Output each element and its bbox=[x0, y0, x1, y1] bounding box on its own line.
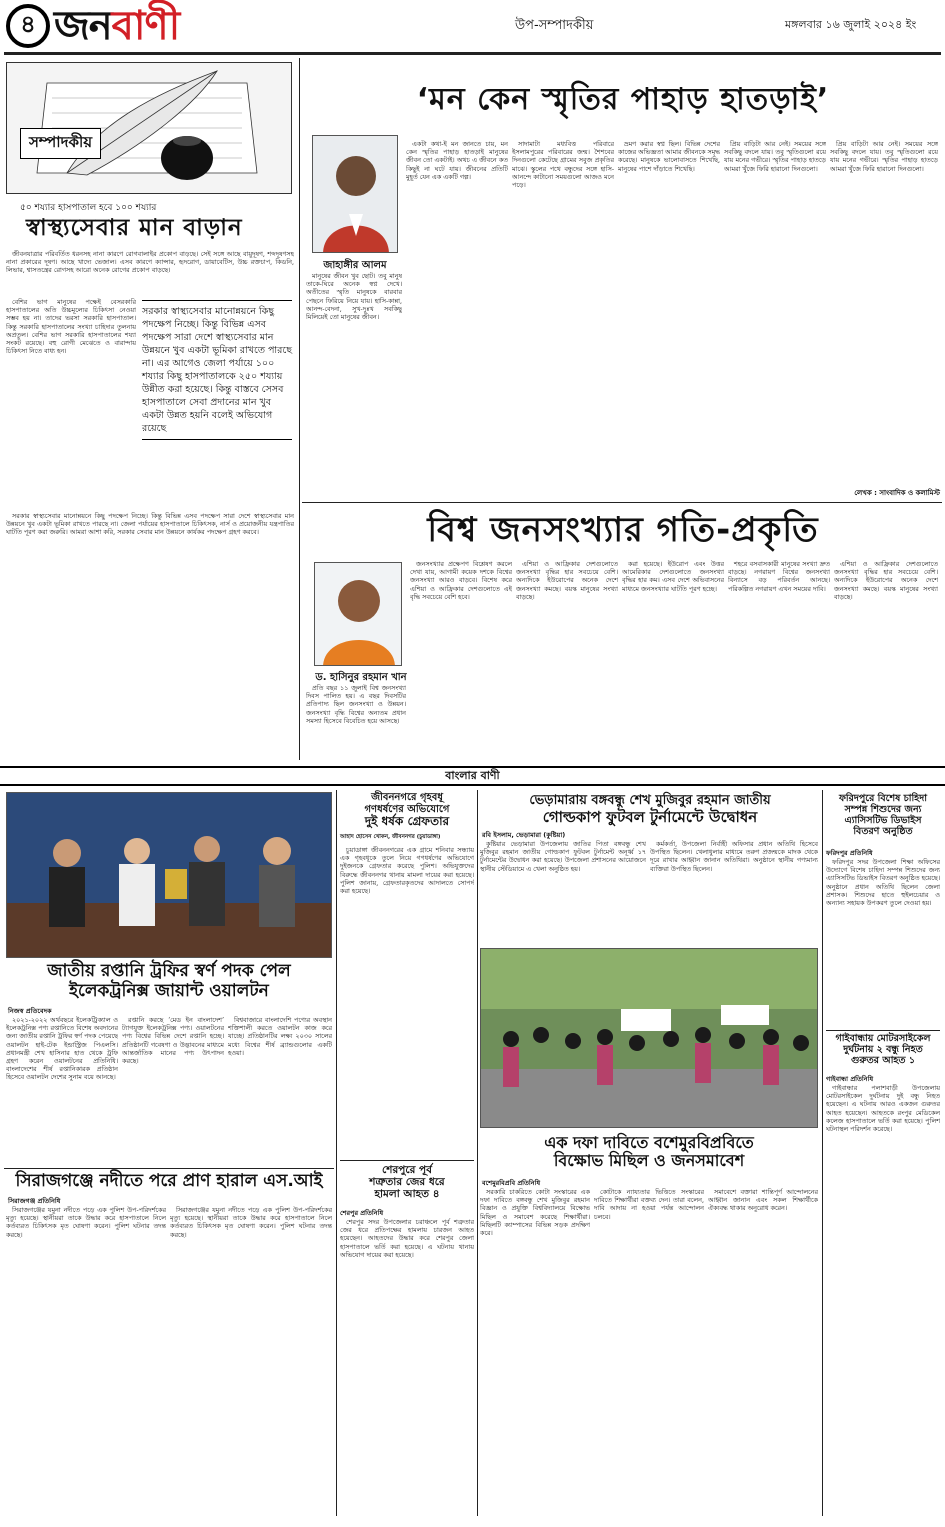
news-headline-sherpur bbox=[340, 1164, 474, 1200]
headline-line: বিক্ষোভ মিছিল ও জনসমাবেশ bbox=[553, 1151, 745, 1171]
person-silhouette-icon bbox=[313, 136, 398, 253]
logo-part-left: জন bbox=[54, 3, 112, 49]
headline-line: সম্পন্ন শিশুদের জন্য bbox=[844, 803, 922, 815]
news-reporter: নিজস্ব প্রতিবেদক bbox=[8, 1007, 52, 1015]
paragraph: ভ্রমণ করার স্বপ্ন ছিল। বিভিন্ন দেশের কাজের অভিজ্ঞতা আমার জীবনকে সমৃদ্ধ করেছে। মানুষকে ভালোবাসতে শিখেছি, মানুষের পাশে দাঁড়াতে শিখেছি। bbox=[618, 140, 720, 173]
headline-line: ভেড়ামারায় বঙ্গবন্ধু শেখ মুজিবুর রহমান জাতীয় bbox=[529, 793, 771, 808]
news-body-col-1 bbox=[6, 1016, 118, 1166]
news-body bbox=[826, 858, 940, 1028]
news-body-col-3 bbox=[228, 1016, 332, 1166]
paragraph: করা হয়েছে। ইউরোপ এবং উত্তর আমেরিকার দেশগুলোতে জনসংখ্যা বৃদ্ধির হার কম। এসব দেশে অভিবাসনের মাধ্যমে জনসংখ্যার ঘাটতি পূরণ হচ্ছে। bbox=[622, 560, 724, 593]
article-col-2 bbox=[410, 560, 512, 760]
paragraph: সিরাজগঞ্জের যমুনা নদীতে পড়ে এক পুলিশ উপ-পরিদর্শকের মৃত্যু হয়েছে। স্থানীয়রা তাকে উদ্ধার করে হাসপাতালে নিলে কর্তব্যরত চিকিৎসক মৃত ঘোষণা করেন। পুলিশ ঘটনার তদন্ত করছে। bbox=[170, 1206, 332, 1239]
article-col-3 bbox=[512, 140, 614, 500]
news-body-col-2 bbox=[170, 1206, 332, 1286]
paragraph: সাদামাটা মধ্যবিত্ত পরিবারে ইসলামপুরের পরিবারের জন্ম। শৈশবের দিনগুলো কেটেছে গ্রামের সবুজ প্রকৃতির মাঝে। স্কুলের পথে বন্ধুদের সঙ্গে হাসি-আনন্দে কাটানো সময়গুলো আজও মনে পড়ে। bbox=[512, 140, 614, 190]
masthead-rule bbox=[4, 52, 941, 55]
news-headline-gaibandha bbox=[826, 1034, 940, 1067]
paragraph: ২০২১-২০২২ অর্থবছরে ইলেকট্রিক্যাল ও ইলেকট্রনিক্স পণ্য রপ্তানিতে বিশেষ অবদানের জন্য জাতীয় রপ্তানি ট্রফির স্বর্ণ পদক পেয়েছে ওয়ালটন হাই-টেক ইন্ডাস্ট্রিজ পিএলসি। প্রধানমন্ত্রী শেখ হাসিনার হাত থেকে ট্রফি গ্রহণ করেন ওয়ালটনের প্রতিনিধি। বাংলাদেশের শীর্ষ রপ্তানিকারক প্রতিষ্ঠান হিসেবে ওয়ালটন দেশের সুনাম বয়ে আনছে। bbox=[6, 1016, 118, 1082]
author-photo bbox=[314, 562, 402, 666]
editorial-body-top bbox=[6, 250, 294, 294]
news-headline-protest bbox=[480, 1134, 818, 1171]
page-number: ৪ bbox=[6, 4, 50, 48]
paragraph: গাইবান্ধার পলাশবাড়ী উপজেলায় মোটরসাইকেল দুর্ঘটনায় দুই বন্ধু নিহত হয়েছেন। এ ঘটনায় আরও একজন গুরুতর আহত হয়েছেন। আহতকে রংপুর মেডিকেল কলেজ হাসপাতালে ভর্তি করা হয়েছে। পুলিশ ঘটনাস্থল পরিদর্শন করেছে। bbox=[826, 1084, 940, 1134]
news-body-col-2 bbox=[122, 1016, 224, 1166]
news-body bbox=[826, 1084, 940, 1298]
column-divider bbox=[299, 58, 300, 760]
author-credit: লেখক : সাংবাদিক ও কলামিস্ট bbox=[854, 489, 940, 497]
headline-line: ফরিদপুরে বিশেষ চাহিদা bbox=[838, 793, 927, 804]
news-reporter: গাইবান্ধা প্রতিনিধি bbox=[826, 1075, 874, 1083]
paragraph: এশিয়া ও আফ্রিকার দেশগুলোতে জনসংখ্যা বৃদ্ধির হার সবচেয়ে বেশি। অন্যদিকে ইউরোপের অনেক দেশে জনসংখ্যা কমছে। বয়স্ক মানুষের সংখ্যা বাড়ছে। bbox=[834, 560, 938, 601]
article-col-3 bbox=[516, 560, 618, 760]
news-body bbox=[340, 846, 474, 1158]
news-reporter: বশেমুরবিপ্রবি প্রতিনিধি bbox=[482, 1179, 541, 1187]
paragraph: কুষ্টিয়ার ভেড়ামারা উপজেলায় জাতির পিতা বঙ্গবন্ধু শেখ মুজিবুর রহমান জাতীয় গোল্ডকাপ ফুটবল টুর্নামেন্ট অনূর্ধ্ব ১৭ টুর্নামেন্টের উদ্বোধন করা হয়েছে। উপজেলা প্রশাসনের আয়োজনে স্থানীয় স্টেডিয়ামে এ খেলা অনুষ্ঠিত হয়। bbox=[480, 840, 646, 873]
editorial-headline: স্বাস্থ্যসেবার মান বাড়ান bbox=[26, 215, 243, 241]
news-body-col-2 bbox=[650, 840, 818, 945]
headline-line: গাইবান্ধায় মোটরসাইকেল bbox=[835, 1033, 931, 1044]
paragraph: শহরে বসবাসকারী মানুষের সংখ্যা দ্রুত বাড়ছে। নগরায়ণ বিশ্বের জনসংখ্যা বিন্যাসে বড় পরিবর্তন আনছে। পরিকল্পিত নগরায়ণ এখন সময়ের দাবি। bbox=[728, 560, 830, 593]
editorial-kicker: ৫০ শয্যার হাসপাতাল হবে ১০০ শয্যার bbox=[20, 203, 157, 213]
headline-line: গুরুতর আহত ১ bbox=[850, 1054, 916, 1066]
paragraph: সরকারি চাকরিতে কোটা সংস্কারের এক দফা দাবিতে বঙ্গবন্ধু শেখ মুজিবুর রহমান বিজ্ঞান ও প্রযুক্তি বিশ্ববিদ্যালয়ে বিক্ষোভ মিছিল ও সমাবেশ করেছে শিক্ষার্থীরা। মিছিলটি ক্যাম্পাসের বিভিন্ন সড়ক প্রদক্ষিণ করে। bbox=[480, 1188, 590, 1238]
headline-line: দুর্ঘটনায় ২ বন্ধু নিহত bbox=[843, 1043, 923, 1055]
paragraph: জনসংখ্যার প্রক্ষেপণ বিশ্লেষণ করলে দেখা যায়, আগামী কয়েক দশকে বিশ্বের জনসংখ্যা আরও বাড়বে। বিশেষ করে এশিয়া ও আফ্রিকার দেশগুলোতে এই বৃদ্ধি সবচেয়ে বেশি হবে। bbox=[410, 560, 512, 601]
column-divider bbox=[477, 790, 478, 1516]
article-col-5 bbox=[728, 560, 830, 760]
paragraph: প্রিয় বাড়িটা আর নেই। সময়ের সঙ্গে সবকিছু বদলে যায়। তবু স্মৃতিগুলো রয়ে যায় মনের গভীরে। স্মৃতির পাহাড় হাতড়ে আমরা খুঁজে ফিরি হারানো দিনগুলো। bbox=[830, 140, 938, 173]
ceremony-scene-icon bbox=[7, 793, 332, 958]
headline-line: গোল্ডকাপ ফুটবল টুর্নামেন্টে উদ্বোধন bbox=[542, 807, 758, 826]
news-reporter: সিরাজগঞ্জ প্রতিনিধি bbox=[8, 1197, 61, 1205]
headline-line: এ্যাসিসটিভ ডিভাইস bbox=[844, 814, 922, 826]
article-col-6 bbox=[834, 560, 938, 760]
article-col-6 bbox=[830, 140, 938, 485]
headline-line: গণধর্ষণের অভিযোগে bbox=[364, 803, 450, 815]
author-photo bbox=[312, 135, 398, 253]
news-reporter: ফরিদপুর প্রতিনিধি bbox=[826, 849, 873, 857]
editorial-pull-quote: সরকার স্বাস্থ্যসেবার মানোন্নয়নে কিছু পদক্ষেপ নিচ্ছে। কিন্তু বিভিন্ন এসব পদক্ষেপ সারা দেশে স্বাস্থ্যসেবার মান উন্নয়নে খুব একটা ভূমিকা রাখতে পারছে না। এর আগেও জেলা পর্যায়ে ১০০ শয্যার কিছু হাসপাতালকে ২৫০ শয্যায় উন্নীত করা হয়েছে। কিন্তু বাস্তবে সেসব হাসপাতালে সেবা প্রদানের মান খুব একটা উন্নত হয়নি বলেই অভিযোগ রয়েছে bbox=[142, 300, 292, 440]
article-col-1 bbox=[306, 272, 402, 497]
news-headline-sirajganj: সিরাজগঞ্জে নদীতে পরে প্রাণ হারাল এস.আই bbox=[15, 1171, 323, 1191]
crowd-scene-icon bbox=[481, 949, 818, 1128]
news-headline-football bbox=[480, 794, 820, 826]
article-col-5 bbox=[724, 140, 826, 485]
news-divider bbox=[340, 1160, 474, 1161]
news-body-col-3 bbox=[708, 1188, 818, 1298]
news-body-col-1 bbox=[6, 1206, 166, 1286]
headline-line: জীবননগরে গৃহবধূ bbox=[371, 792, 443, 803]
section-band-title: বাংলার বাণী bbox=[445, 769, 500, 782]
person-silhouette-icon bbox=[315, 563, 402, 666]
paragraph: একটা কথা-ই মন জানতে চায়, মন কেন স্মৃতির পাহাড় হাতড়াই মানুষের জীবন তো একটাই। অথচ এ জীবনে কত কিছুই না ঘটে যায়। জীবনের প্রতিটি মুহূর্ত যেন এক একটি গল্প। bbox=[406, 140, 508, 181]
author-name: জাহাঙ্গীর আলম bbox=[306, 258, 404, 275]
paragraph: এশিয়া ও আফ্রিকার দেশগুলোতে জনসংখ্যা বৃদ্ধির হার সবচেয়ে বেশি। অন্যদিকে ইউরোপের অনেক দেশে জনসংখ্যা কমছে। বয়স্ক মানুষের সংখ্যা বাড়ছে। bbox=[516, 560, 618, 601]
paragraph: সরকার স্বাস্থ্যসেবার মানোন্নয়নে কিছু পদক্ষেপ নিচ্ছে। কিন্তু বিভিন্ন এসব পদক্ষেপ সারা দেশে স্বাস্থ্যসেবার মান উন্নয়নে খুব একটা ভূমিকা রাখতে পারছে না। জেলা পর্যায়ের হাসপাতালে চিকিৎসক, নার্স ও প্রয়োজনীয় যন্ত্রপাতির ঘাটতি পূরণ করা জরুরি। আমরা আশা করি, সরকার সেবার মান উন্নয়নে কার্যকর পদক্ষেপ গ্রহণ করবে। bbox=[6, 512, 294, 537]
headline-line: এক দফা দাবিতে বশেমুরবিপ্রবিতে bbox=[544, 1133, 754, 1152]
news-body-col-1 bbox=[480, 840, 646, 945]
paragraph: মানুষের জীবন খুব ছোট। তবু মানুষ তাকে-ঘিরে অনেক স্বপ্ন দেখে। অতীতের স্মৃতি মানুষকে বারবার পেছনে ফিরিয়ে নিয়ে যায়। হাসি-কান্না, আনন্দ-বেদনা, সুখ-দুঃখ সবকিছু মিলিয়েই তো মানুষের জীবন। bbox=[306, 272, 402, 322]
news-headline-export-trophy: জাতীয় রপ্তানি ট্রফির স্বর্ণ পদক পেল ইলেকট্রনিক্স জায়ান্ট ওয়ালটন bbox=[47, 961, 291, 1001]
section-name: উপ-সম্পাদকীয় bbox=[515, 18, 594, 33]
paragraph: প্রতি বছর ১১ জুলাই বিশ্ব জনসংখ্যা দিবস পালিত হয়। এ বছর দিবসটির প্রতিপাদ্য ছিল জনসংখ্যা ও উন্নয়ন। জনসংখ্যা বৃদ্ধি বিশ্বের অন্যতম প্রধান সমস্যা হিসেবে বিবেচিত হয়ে আসছে। bbox=[306, 684, 406, 725]
paragraph: রপ্তানি করছে ‘মেড ইন বাংলাদেশ’ ট্যাগযুক্ত ইলেকট্রনিক্স পণ্য। ওয়ালটনের পণ্য বিশ্বের বিভিন্ন দেশে রপ্তানি হচ্ছে। প্রতিষ্ঠানটি গবেষণা ও উদ্ভাবনের মাধ্যমে আন্তর্জাতিক মানের পণ্য উৎপাদন করছে। bbox=[122, 1016, 224, 1066]
article-headline: বিশ্ব জনসংখ্যার গতি-প্রকৃতি bbox=[427, 510, 819, 550]
headline-line: দুই ধর্ষক গ্রেফতার bbox=[364, 814, 450, 828]
headline-line: বিতরণ অনুষ্ঠিত bbox=[853, 825, 913, 837]
article-col-4 bbox=[618, 140, 720, 500]
paragraph: বেশির ভাগ মানুষের পক্ষেই বেসরকারি হাসপাতালের অতি উচ্চমূল্যের চিকিৎসা নেওয়া সম্ভব হয় না। তাদের ভরসা সরকারি হাসপাতাল। কিন্তু সরকারি হাসপাতালের সংখ্যা চাহিদার তুলনায় অপ্রতুল। বেশির ভাগ সরকারি হাসপাতালের শয্যা সংকট রয়েছে। বহু রোগী মেঝেতে ও বারান্দায় চিকিৎসা নিতে বাধ্য হন। bbox=[6, 298, 136, 356]
news-divider bbox=[4, 1168, 334, 1169]
newspaper-logo bbox=[54, 2, 179, 50]
section-divider bbox=[302, 502, 942, 503]
news-reporter: শেরপুর প্রতিনিধি bbox=[340, 1209, 384, 1217]
news-body-col-2 bbox=[594, 1188, 704, 1298]
headline-line: শেরপুরে পূর্ব bbox=[382, 1164, 432, 1176]
logo-part-right: বাণী bbox=[111, 3, 180, 49]
news-divider bbox=[826, 1030, 940, 1031]
editorial-body-bottom bbox=[6, 512, 294, 757]
paragraph: ফরিদপুর সদর উপজেলা শিক্ষা অফিসের উদ্যোগে বিশেষ চাহিদা সম্পন্ন শিশুদের জন্য এ্যাসিসটিভ ডিভাইস বিতরণ অনুষ্ঠিত হয়েছে। অনুষ্ঠানে প্রধান অতিথি ছিলেন জেলা প্রশাসক। শিশুদের হাতে হুইলচেয়ার ও অন্যান্য সহায়ক উপকরণ তুলে দেওয়া হয়। bbox=[826, 858, 940, 908]
article-col-4 bbox=[622, 560, 724, 760]
news-reporter: রবি ইসলাম, ভেড়ামারা (কুষ্টিয়া) bbox=[482, 831, 566, 839]
article-col-1 bbox=[306, 684, 406, 760]
protest-photo bbox=[480, 948, 818, 1128]
headline-line: হামলা আহত ৪ bbox=[374, 1188, 440, 1201]
paragraph: প্রিয় বাড়িটা আর নেই। সময়ের সঙ্গে সবকিছু বদলে যায়। তবু স্মৃতিগুলো রয়ে যায় মনের গভীরে। স্মৃতির পাহাড় হাতড়ে আমরা খুঁজে ফিরি হারানো দিনগুলো। bbox=[724, 140, 826, 173]
paragraph: জীবনযাত্রার পরিবর্তিত ধরনসহ নানা কারণে রোগবালাইর প্রকোপ বাড়ছে। সেই সঙ্গে আছে বায়ুদূষণ, শব্দদূষণসহ নানা প্রকারের দূষণ। আছে খাদ্যে ভেজাল। এসব কারণে ক্যান্সার, হৃদরোগ, ডায়াবেটিস, উচ্চ রক্তচাপ, কিডনি, লিভার, শ্বাসতন্ত্রের রোগসহ আরো অনেক রোগের প্রকোপ বাড়ছে। bbox=[6, 250, 294, 275]
paragraph: কোটাকে ন্যায্যতার ভিত্তিতে সংস্কারের দাবিতে শিক্ষার্থীরা বক্তব্য দেন। তারা বলেন, দাবি আদায় না হওয়া পর্যন্ত আন্দোলন চলবে। bbox=[594, 1188, 704, 1221]
news-reporter: আহাদ হোসেন খোকন, জীবননগর (চুয়াডাঙ্গা) bbox=[340, 834, 441, 840]
award-ceremony-photo bbox=[6, 792, 332, 958]
paragraph: চুয়াডাঙ্গা জীবননগরের এক গ্রামে শনিবার সন্ধ্যায় এক গৃহবধূকে তুলে নিয়ে গণধর্ষণের অভিযোগে দুইজনকে গ্রেফতার করেছে পুলিশ। অভিযুক্তদের বিরুদ্ধে জীবননগর থানায় মামলা দায়ের করা হয়েছে। পুলিশ জানায়, গ্রেফতারকৃতদের আদালতে সোপর্দ করা হয়েছে। bbox=[340, 846, 474, 896]
column-divider bbox=[822, 790, 823, 1516]
issue-date: মঙ্গলবার ১৬ জুলাই ২০২৪ ইং bbox=[785, 18, 917, 31]
editorial-label: সম্পাদকীয় bbox=[20, 128, 101, 159]
paragraph: কর্মকর্তা, উপজেলা নির্বাহী অফিসার প্রধান অতিথি হিসেবে উপস্থিত ছিলেন। খেলাধুলার মাধ্যমে তরুণ প্রজন্মকে মাদক থেকে দূরে রাখার আহ্বান জানান অতিথিরা। অনুষ্ঠানে স্থানীয় গণ্যমান্য ব্যক্তিরা উপস্থিত ছিলেন। bbox=[650, 840, 818, 873]
paragraph: শেরপুর সদর উপজেলার চরাঞ্চলে পূর্ব শত্রুতার জের ধরে প্রতিপক্ষের হামলায় চারজন আহত হয়েছেন। আহতদের উদ্ধার করে শেরপুর জেলা হাসপাতালে ভর্তি করা হয়েছে। এ ঘটনায় থানায় অভিযোগ দায়ের করা হয়েছে। bbox=[340, 1218, 474, 1259]
paragraph: বিশ্ববাজারে বাংলাদেশি পণ্যের অবস্থান শক্তিশালী করতে ওয়ালটন কাজ করে যাচ্ছে। প্রতিষ্ঠানটির লক্ষ্য ২০৩০ সালের মধ্যে বিশ্বের শীর্ষ ব্র্যান্ডগুলোর একটি হওয়া। bbox=[228, 1016, 332, 1057]
paragraph: সিরাজগঞ্জের যমুনা নদীতে পড়ে এক পুলিশ উপ-পরিদর্শকের মৃত্যু হয়েছে। স্থানীয়রা তাকে উদ্ধার করে হাসপাতালে নিলে কর্তব্যরত চিকিৎসক মৃত ঘোষণা করেন। পুলিশ ঘটনার তদন্ত করছে। bbox=[6, 1206, 166, 1239]
paragraph: সমাবেশে বক্তারা শান্তিপূর্ণ আন্দোলনের আহ্বান জানান এবং সকল শিক্ষার্থীকে ঐক্যবদ্ধ থাকার অনুরোধ করেন। bbox=[708, 1188, 818, 1213]
headline-line: শত্রুতার জের ধরে bbox=[369, 1176, 445, 1189]
editorial-body-left bbox=[6, 298, 136, 508]
news-body-col-1 bbox=[480, 1188, 590, 1298]
article-col-2 bbox=[406, 140, 508, 500]
news-headline-jibannagar bbox=[340, 792, 474, 829]
news-body bbox=[340, 1218, 474, 1298]
column-divider bbox=[336, 790, 337, 1516]
article-headline: ‘মন কেন স্মৃতির পাহাড় হাতড়াই’ bbox=[416, 82, 830, 117]
author-name: ড. হাসিনুর রহমান খান bbox=[306, 670, 416, 687]
news-headline-faridpur bbox=[826, 794, 940, 838]
